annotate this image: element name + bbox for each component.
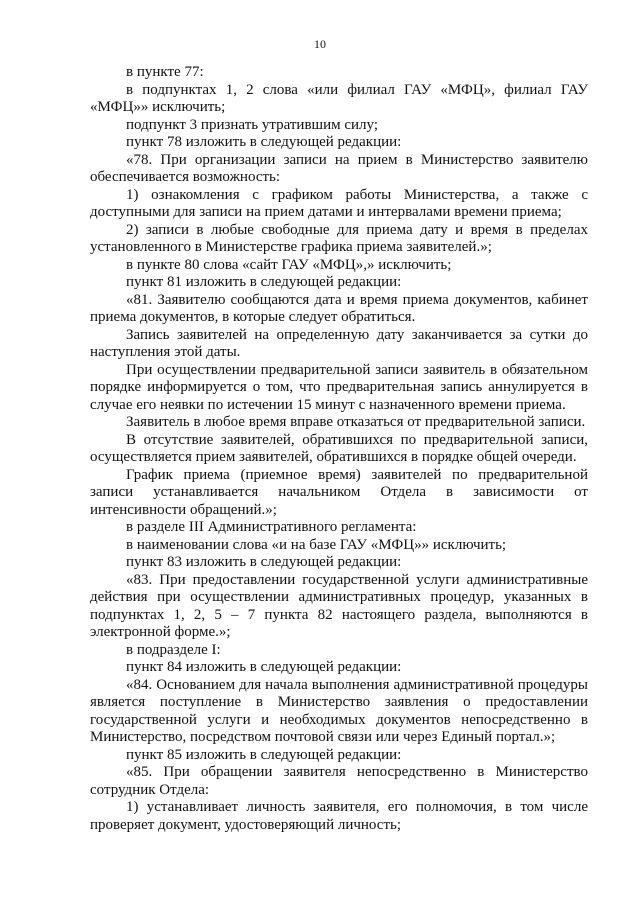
paragraph: Запись заявителей на определенную дату заканчивается за сутки до наступления этой даты. bbox=[90, 326, 588, 360]
page-number: 10 bbox=[314, 37, 326, 51]
paragraph: пункт 84 изложить в следующей редакции: bbox=[126, 659, 402, 675]
paragraph: «85. При обращении заявителя непосредственно в Министерство сотрудник Отдела: bbox=[90, 764, 588, 798]
paragraph: в пункте 77: bbox=[126, 64, 204, 80]
paragraph: в разделе III Административного регламента: bbox=[126, 519, 417, 535]
paragraph: пункт 81 изложить в следующей редакции: bbox=[126, 274, 402, 290]
paragraph: «78. При организации записи на прием в Министерство заявителю обеспечивается возможность: bbox=[90, 151, 588, 185]
paragraph: в пункте 80 слова «сайт ГАУ «МФЦ»,» исключить; bbox=[126, 256, 452, 273]
paragraph: При осуществлении предварительной записи заявитель в обязательном порядке информируется о том, что предварительная запись аннулируется в случае его неявки по истечении 15 минут с назначенного времени приема. bbox=[90, 361, 588, 413]
paragraph: «83. При предоставлении государственной услуги административные действия при осуществлении административных процедур, указанных в подпунктах 1, 2, 5 – 7 пункта 82 настоящего раздела, выполняются в электронной форме.»; bbox=[90, 571, 588, 640]
paragraph: График приема (приемное время) заявителей по предварительной записи устанавливается начальником Отдела в зависимости от интенсивности обращений.»; bbox=[90, 466, 588, 518]
paragraph: в подпунктах 1, 2 слова «или филиал ГАУ «МФЦ», филиал ГАУ «МФЦ»» исключить; bbox=[90, 81, 588, 115]
paragraph: В отсутствие заявителей, обратившихся по предварительной записи, осуществляется прием заявителей, обратившихся в порядке общей очереди. bbox=[90, 431, 588, 465]
paragraph: 1) ознакомления с графиком работы Министерства, а также с доступными для записи на прием датами и интервалами времени приема; bbox=[90, 186, 588, 220]
paragraph: пункт 78 изложить в следующей редакции: bbox=[126, 134, 402, 150]
paragraph: 2) записи в любые свободные для приема дату и время в пределах установленного в Министерстве графика приема заявителей.»; bbox=[90, 221, 588, 255]
paragraph: в наименовании слова «и на базе ГАУ «МФЦ»» исключить; bbox=[126, 536, 507, 553]
paragraph: пункт 83 изложить в следующей редакции: bbox=[126, 554, 402, 570]
paragraph: 1) устанавливает личность заявителя, его полномочия, в том числе проверяет документ, удостоверяющий личность; bbox=[90, 799, 588, 833]
paragraph: в подразделе I: bbox=[126, 641, 221, 658]
paragraph: подпункт 3 признать утратившим силу; bbox=[126, 116, 378, 133]
paragraph: «81. Заявителю сообщаются дата и время приема документов, кабинет приема документов, в которые следует обратиться. bbox=[90, 291, 588, 325]
paragraph: Заявитель в любое время вправе отказаться от предварительной записи. bbox=[126, 414, 586, 430]
document-body bbox=[90, 64, 588, 834]
paragraph: «84. Основанием для начала выполнения административной процедуры является поступление в Министерство заявления о предоставлении государственной услуги и необходимых документов непосредственно в Министерство, посредством почтовой связи или через Единый портал.»; bbox=[90, 676, 588, 745]
paragraph: пункт 85 изложить в следующей редакции: bbox=[126, 746, 402, 763]
